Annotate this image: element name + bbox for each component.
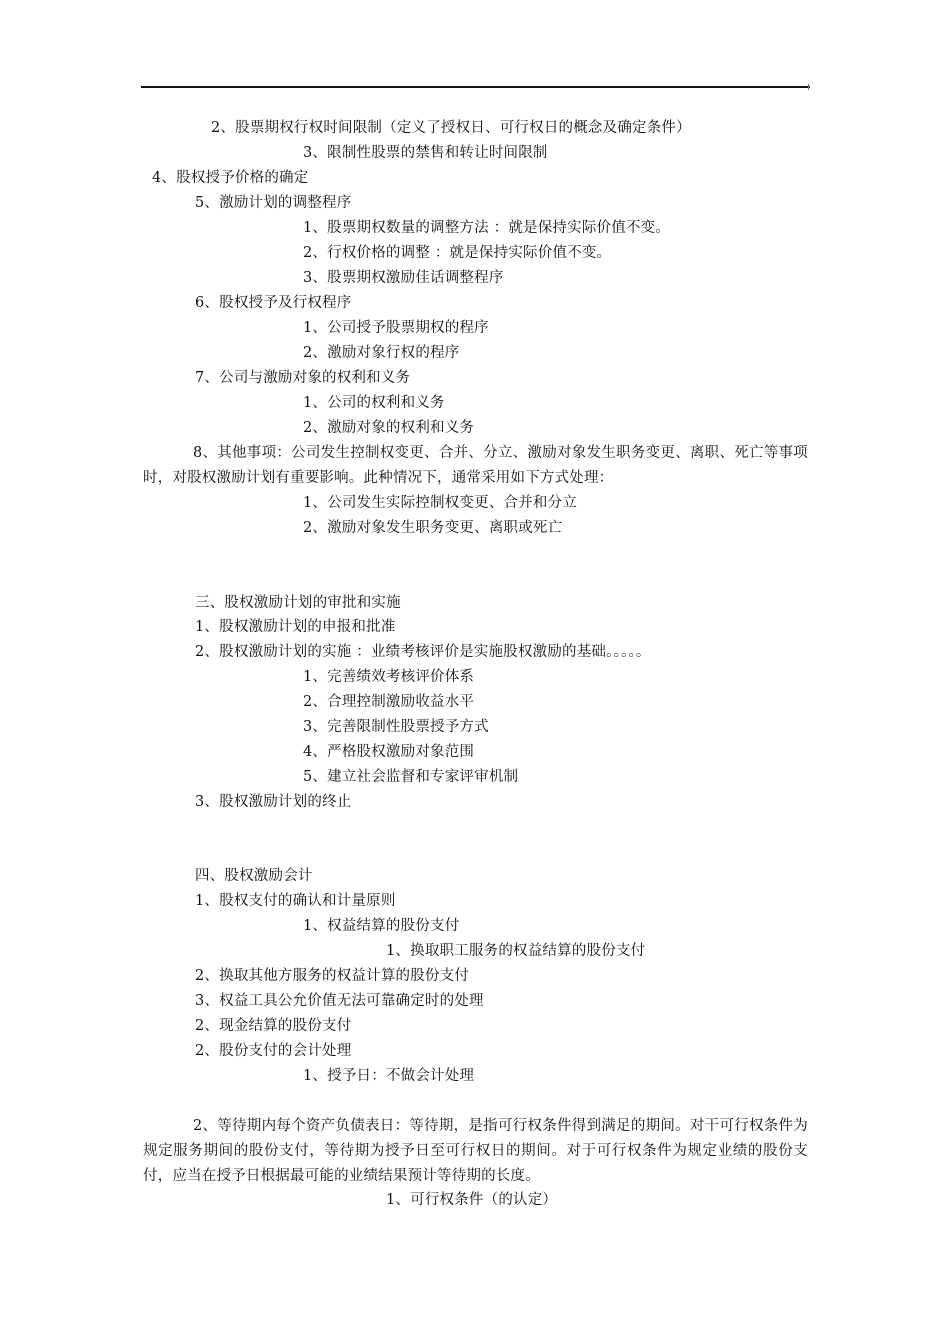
text-line: 1、权益结算的股份支付 [303,918,460,934]
text-line: 2、合理控制激励收益水平 [303,694,475,710]
text-line: 1、公司授予股票期权的程序 [303,320,489,336]
text-line: 2、激励对象发生职务变更、离职或死亡 [303,520,563,536]
text-line: 2、换取其他方服务的权益计算的股份支付 [195,968,470,984]
text-line: 1、完善绩效考核评价体系 [303,669,475,685]
text-line: 1、股权支付的确认和计量原则 [195,893,396,909]
header-rule [141,86,810,88]
section-heading: 4、股权授予价格的确定 [152,170,309,186]
header-rule-tick [808,84,809,90]
text-line: 2、股权激励计划的实施 ：业绩考核评价是实施股权激励的基础。。。。。 [195,644,651,660]
text-line: 2、股份支付的会计处理 [195,1043,352,1059]
text-line: 2、股票期权行权时间限制（定义了授权日、可行权日的概念及确定条件） [211,120,691,136]
text-line: 2、激励对象的权利和义务 [303,420,475,436]
text-line: 1、股票期权数量的调整方法 ：就是保持实际价值不变。 [303,220,671,236]
text-line: 3、限制性股票的禁售和转让时间限制 [303,145,548,161]
text-line: 1、换取职工服务的权益结算的股份支付 [386,943,646,959]
text-line: 3、权益工具公允价值无法可靠确定时的处理 [195,993,484,1009]
section-heading: 三、股权激励计划的审批和实施 [195,595,401,611]
text-line: 2、现金结算的股份支付 [195,1018,352,1034]
section-heading: 四、股权激励会计 [195,868,313,884]
text-line: 5、建立社会监督和专家评审机制 [303,769,519,785]
text-line: 1、股权激励计划的申报和批准 [195,619,396,635]
text-line: 3、股权激励计划的终止 [195,794,352,810]
paragraph: 8、其他事项：公司发生控制权变更、合并、分立、激励对象发生职务变更、离职、死亡等事项时，对股权激励计划有重要影响。此种情况下，通常采用如下方式处理： [143,445,808,486]
paragraph: 2、等待期内每个资产负债表日：等待期，是指可行权条件得到满足的期间。对干可行权条件为规定服务期间的股份支付，等待期为授予日至可行权日的期间。对于可行权条件为规定业绩的股份支付，应当在授予日根据最可能的业绩结果预计等待期的长度。 [143,1118,808,1184]
text-line: 1、公司的权利和义务 [303,395,445,411]
text-line: 6、股权授予及行权程序 [195,295,352,311]
text-line: 7、公司与激励对象的权利和义务 [195,370,411,386]
text-line: 4、严格股权激励对象范围 [303,744,475,760]
text-line: 2、激励对象行权的程序 [303,345,460,361]
text-line: 2、行权价格的调整 ：就是保持实际价值不变。 [303,245,612,261]
text-line: 3、完善限制性股票授予方式 [303,719,489,735]
text-line: 3、股票期权激励佳话调整程序 [303,270,504,286]
text-line: 1、公司发生实际控制权变更、合并和分立 [303,495,578,511]
text-line: 5、激励计划的调整程序 [195,195,352,211]
text-line: 1、授予日：不做会计处理 [303,1068,475,1084]
text-line: 1、可行权条件（的认定） [386,1192,558,1208]
